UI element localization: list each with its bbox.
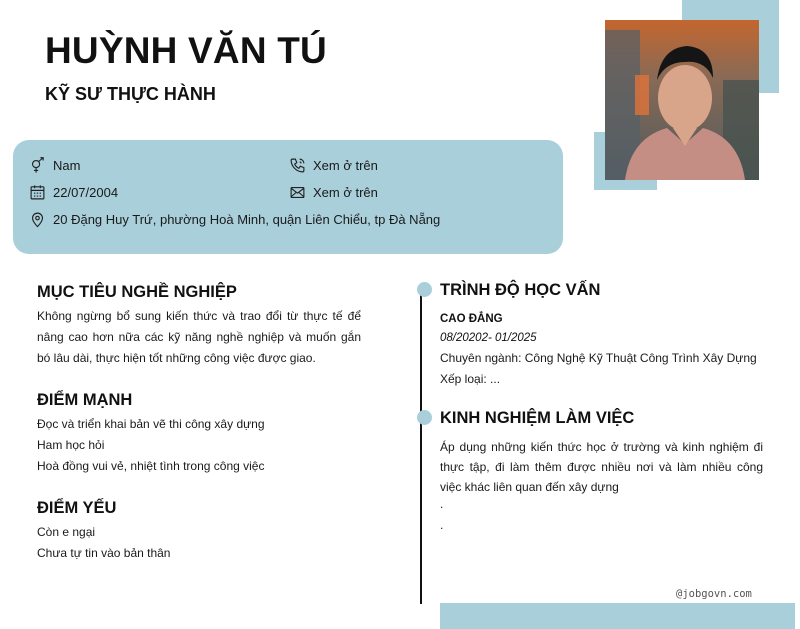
strength-item: Ham học hỏi bbox=[37, 438, 105, 452]
mail-icon bbox=[288, 183, 306, 201]
career-goal-title: MỤC TIÊU NGHỀ NGHIỆP bbox=[37, 283, 237, 301]
weakness-item: Còn e ngại bbox=[37, 525, 96, 539]
profile-photo-image bbox=[605, 20, 759, 180]
candidate-name: HUỲNH VĂN TÚ bbox=[45, 30, 327, 71]
strengths-title: ĐIỂM MẠNH bbox=[37, 391, 133, 409]
birthday-info bbox=[28, 183, 118, 201]
address-info bbox=[28, 210, 440, 228]
experience-extra-line: . bbox=[440, 497, 444, 511]
strength-item: Hoà đồng vui vẻ, nhiệt tình trong công việc bbox=[37, 459, 265, 473]
timeline-dot-education bbox=[417, 282, 432, 297]
experience-extra-line: . bbox=[440, 518, 444, 532]
gender-icon bbox=[28, 156, 46, 174]
profile-photo bbox=[605, 20, 759, 180]
phone-icon bbox=[288, 156, 306, 174]
timeline-line bbox=[420, 289, 422, 604]
birthday-value: 22/07/2004 bbox=[53, 184, 119, 200]
education-period: 08/20202- 01/2025 bbox=[440, 332, 537, 344]
career-goal-text: Không ngừng bổ sung kiến thức và trao đổi từ thực tế để nâng cao hơn nữa các kỹ năng nghề nghiệp và muốn gắn bó lâu dài, thực hiện tốt những công việc được giao. bbox=[37, 309, 361, 365]
weakness-item: Chưa tự tin vào bản thân bbox=[37, 546, 171, 560]
job-title: KỸ SƯ THỰC HÀNH bbox=[45, 84, 216, 104]
email-info bbox=[288, 183, 378, 201]
gender-value: Nam bbox=[53, 157, 81, 173]
phone-value: Xem ở trên bbox=[313, 157, 378, 173]
weaknesses-title: ĐIỂM YẾU bbox=[37, 499, 117, 517]
experience-text: Áp dụng những kiến thức học ở trường và kinh nghiệm đi thực tập, đi làm thêm được nhiều nơi và làm nhiều công việc khác liên quan đến xây dựng bbox=[440, 440, 763, 494]
education-school: CAO ĐẲNG bbox=[440, 313, 503, 325]
strength-item: Đọc và triển khai bản vẽ thi công xây dựng bbox=[37, 417, 265, 431]
education-rank: Xếp loại: ... bbox=[440, 372, 501, 386]
timeline-dot-experience bbox=[417, 410, 432, 425]
education-title: TRÌNH ĐỘ HỌC VẤN bbox=[440, 281, 601, 299]
calendar-icon bbox=[28, 183, 46, 201]
phone-info bbox=[288, 156, 378, 174]
decorative-block-bottom bbox=[440, 603, 795, 629]
education-major: Chuyên ngành: Công Nghệ Kỹ Thuật Công Trình Xây Dựng bbox=[440, 351, 757, 365]
location-pin-icon bbox=[28, 210, 46, 228]
watermark: @jobgovn.com bbox=[676, 588, 752, 600]
email-value: Xem ở trên bbox=[313, 184, 378, 200]
experience-title: KINH NGHIỆM LÀM VIỆC bbox=[440, 409, 635, 427]
address-value: 20 Đặng Huy Trứ, phường Hoà Minh, quận Liên Chiểu, tp Đà Nẵng bbox=[53, 211, 441, 227]
gender-info bbox=[28, 156, 80, 174]
